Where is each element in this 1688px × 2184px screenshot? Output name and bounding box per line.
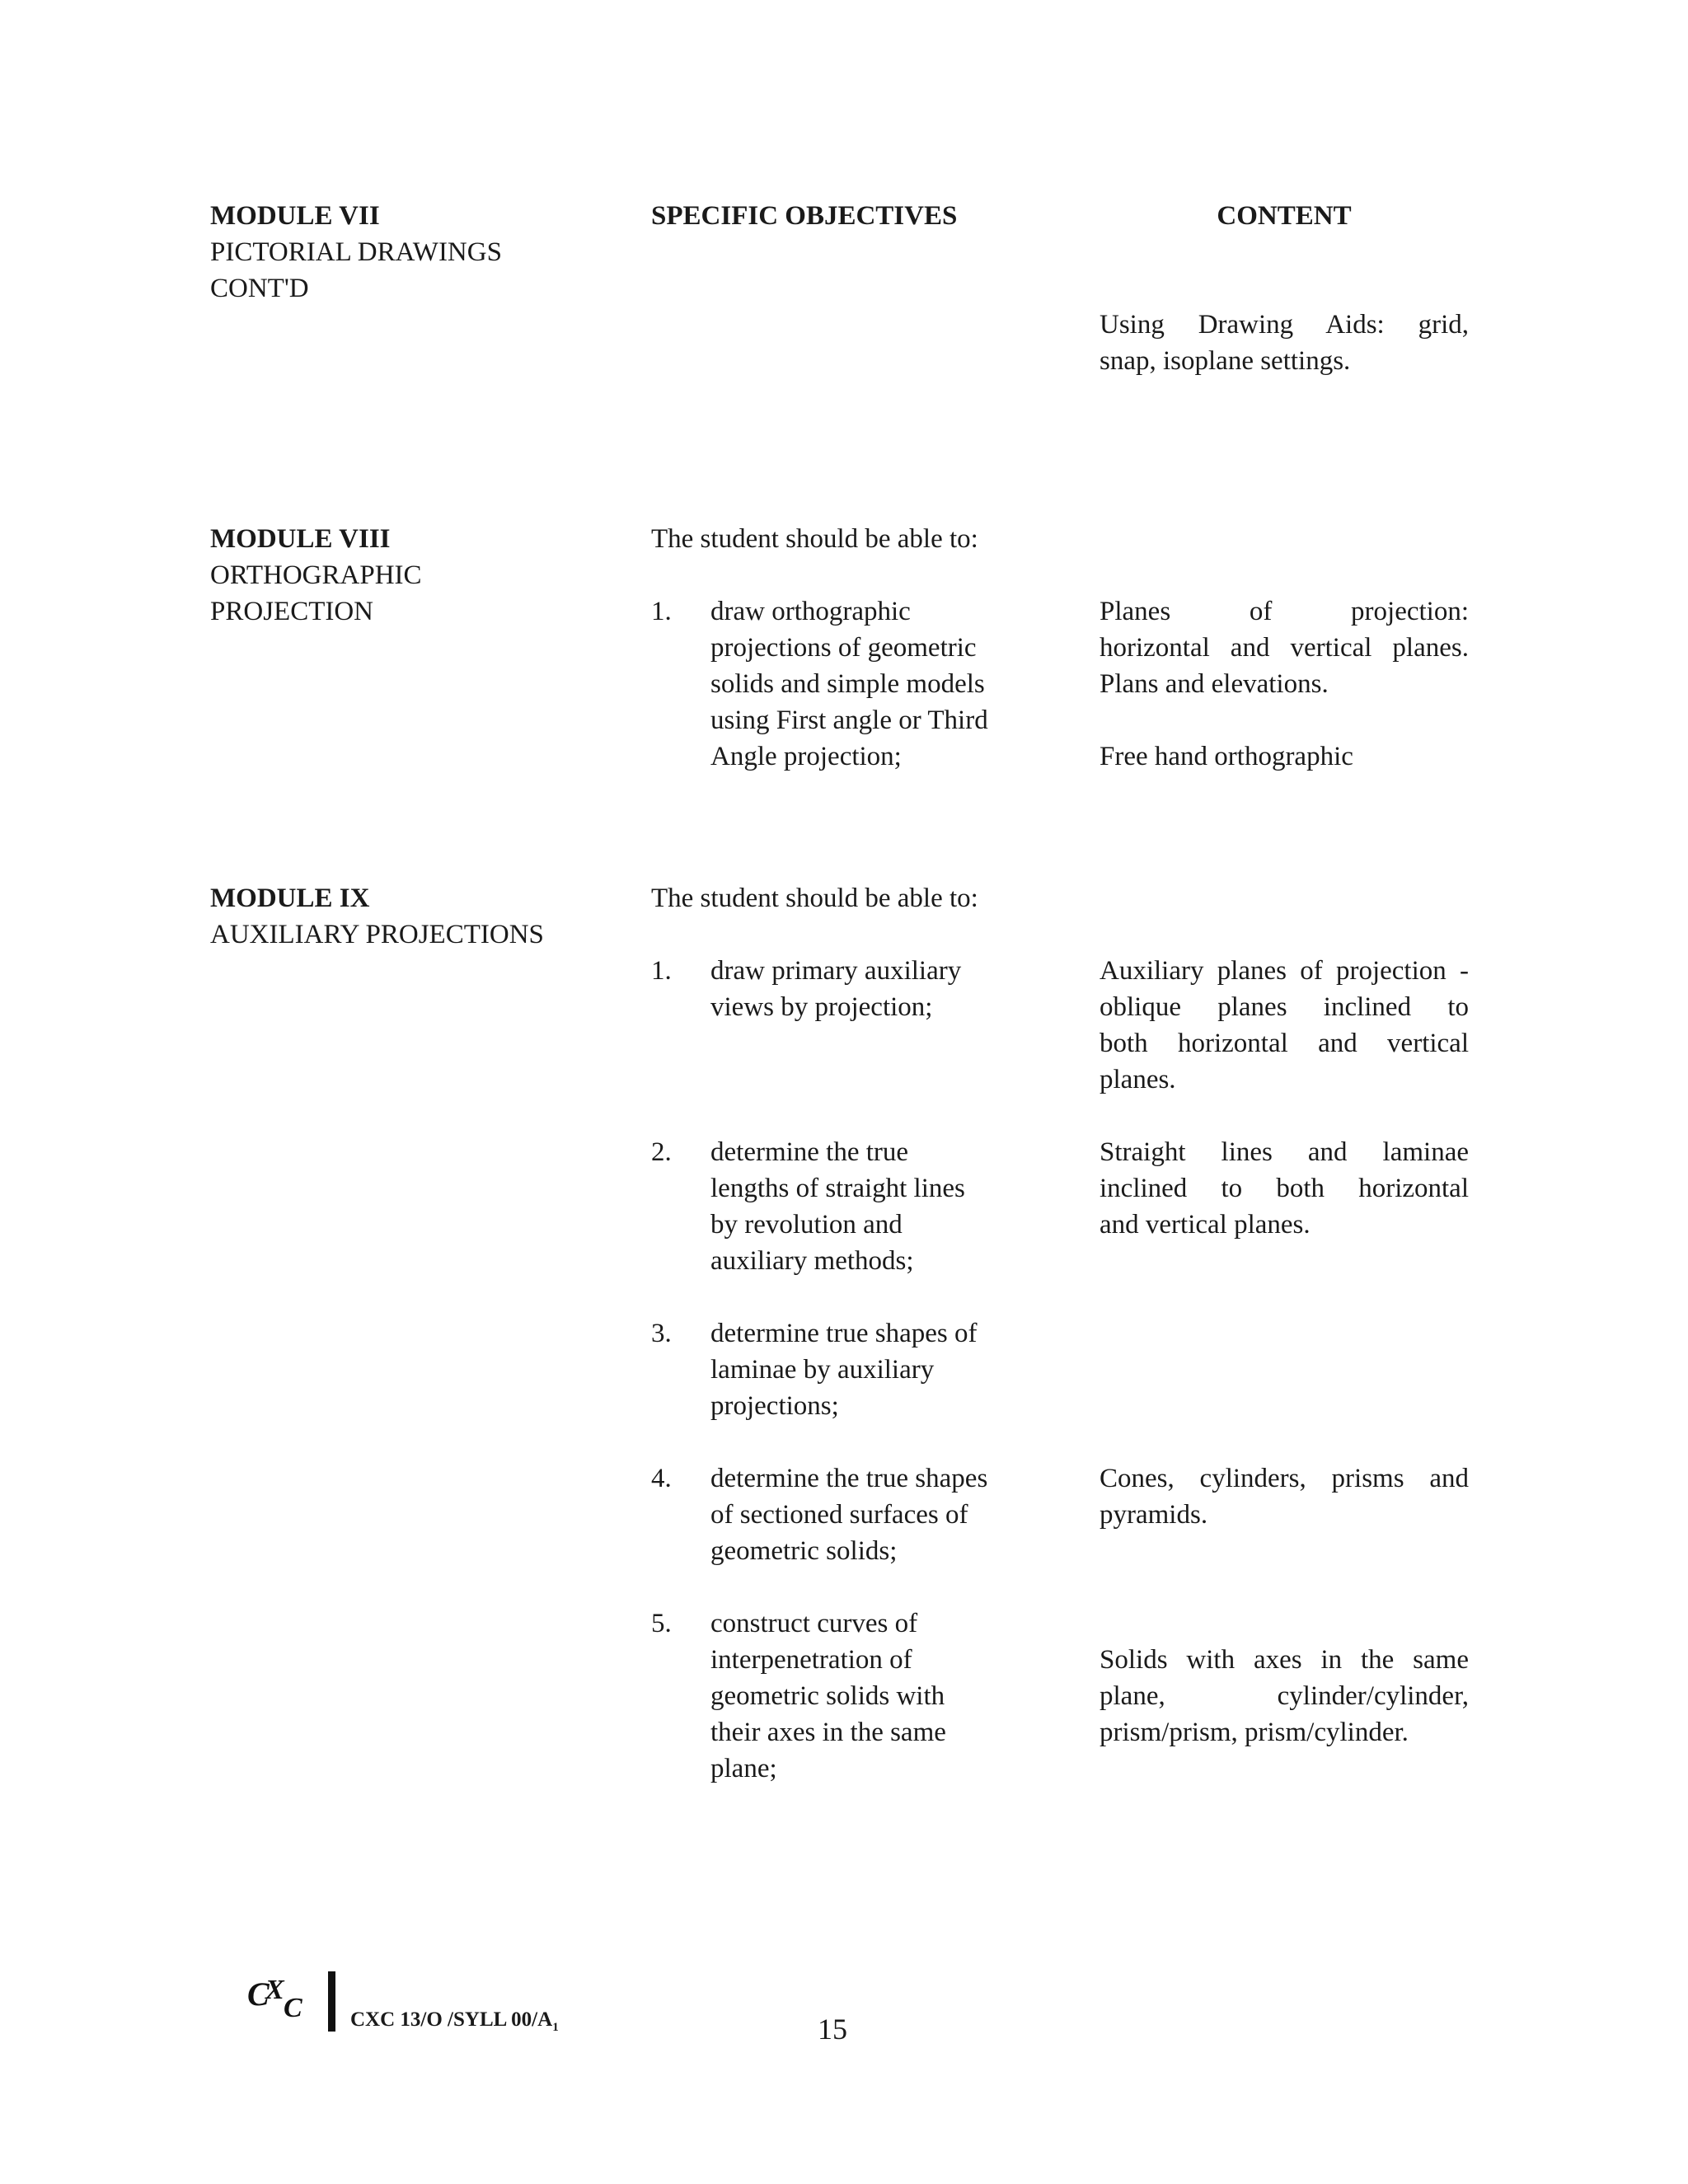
module-viii-objective-1-line-5: Angle projection;: [710, 742, 902, 771]
module-ix-objective-2-line-3: by revolution and: [710, 1210, 903, 1240]
module-ix-content-2-line-1: Straight lines and laminae: [1100, 1137, 1469, 1167]
module-viii-title-line-1: ORTHOGRAPHIC: [210, 560, 422, 590]
footer-code-text: CXC 13/O /SYLL 00/A: [350, 2008, 553, 2031]
module-vii-title-line-2: CONT'D: [210, 274, 309, 303]
footer-syllabus-code: [350, 2008, 559, 2040]
module-ix-content-2-line-2: inclined to both horizontal: [1100, 1174, 1469, 1203]
svg-text:C: C: [247, 1975, 270, 2013]
module-ix-objective-4-number: 4.: [651, 1464, 672, 1493]
module-ix-objective-5-number: 5.: [651, 1609, 672, 1638]
module-ix-objective-5-line-5: plane;: [710, 1754, 777, 1783]
module-viii-content-line-3: Plans and elevations.: [1100, 669, 1329, 699]
module-ix-title-line-1: AUXILIARY PROJECTIONS: [210, 920, 544, 949]
module-vii-content-line-2: snap, isoplane settings.: [1100, 346, 1351, 376]
page-number: 15: [818, 2013, 847, 2046]
module-ix-objective-5-line-1: construct curves of: [710, 1609, 918, 1638]
svg-text:C: C: [284, 1993, 302, 2020]
module-viii-content-line-1: Planes of projection:: [1100, 597, 1469, 626]
module-ix-content-4-line-1: Solids with axes in the same: [1100, 1645, 1469, 1675]
specific-objectives-header: SPECIFIC OBJECTIVES: [651, 201, 958, 231]
module-ix-content-2-line-3: and vertical planes.: [1100, 1210, 1311, 1240]
svg-text:X: X: [265, 1975, 284, 2005]
module-ix-objective-4-line-1: determine the true shapes: [710, 1464, 988, 1493]
module-ix-objective-5-line-2: interpenetration of: [710, 1645, 912, 1675]
module-ix-objective-3-line-1: determine true shapes of: [710, 1319, 978, 1348]
module-vii-heading: MODULE VII: [210, 201, 380, 231]
module-ix-content-1-line-1: Auxiliary planes of projection -: [1100, 956, 1469, 986]
cxc-logo-icon: [247, 1974, 315, 2020]
module-ix-content-3-line-1: Cones, cylinders, prisms and: [1100, 1464, 1469, 1493]
module-viii-content-line-2: horizontal and vertical planes.: [1100, 633, 1469, 663]
module-ix-objective-1-line-2: views by projection;: [710, 992, 933, 1022]
module-viii-objective-1-number: 1.: [651, 597, 672, 626]
module-ix-objective-3-line-2: laminae by auxiliary: [710, 1355, 935, 1385]
module-ix-content-1-line-4: planes.: [1100, 1065, 1176, 1094]
module-viii-intro: The student should be able to:: [651, 524, 978, 554]
content-header: CONTENT: [1217, 201, 1352, 231]
module-ix-objective-2-line-4: auxiliary methods;: [710, 1246, 914, 1276]
module-ix-objective-1-number: 1.: [651, 956, 672, 986]
module-ix-objective-5-line-4: their axes in the same: [710, 1718, 946, 1747]
module-ix-intro: The student should be able to:: [651, 883, 978, 913]
module-ix-objective-5-line-3: geometric solids with: [710, 1681, 945, 1711]
module-ix-objective-1-line-1: draw primary auxiliary: [710, 956, 962, 986]
module-viii-objective-1-line-4: using First angle or Third: [710, 705, 988, 735]
module-ix-objective-3-line-3: projections;: [710, 1391, 839, 1421]
module-ix-objective-3-number: 3.: [651, 1319, 672, 1348]
module-ix-content-4-line-2: plane, cylinder/cylinder,: [1100, 1681, 1469, 1711]
module-viii-objective-1-line-3: solids and simple models: [710, 669, 985, 699]
module-ix-content-1-line-2: oblique planes inclined to: [1100, 992, 1469, 1022]
module-viii-objective-1-line-1: draw orthographic: [710, 597, 911, 626]
module-vii-content-line-1: Using Drawing Aids: grid,: [1100, 310, 1469, 340]
module-ix-objective-2-number: 2.: [651, 1137, 672, 1167]
module-ix-content-1-line-3: both horizontal and vertical: [1100, 1029, 1469, 1058]
module-ix-objective-2-line-2: lengths of straight lines: [710, 1174, 965, 1203]
module-ix-heading: MODULE IX: [210, 883, 370, 913]
module-viii-content-line-5: Free hand orthographic: [1100, 742, 1353, 771]
footer-code-subscript: 1: [552, 2021, 559, 2034]
module-viii-title-line-2: PROJECTION: [210, 597, 374, 626]
module-ix-content-3-line-2: pyramids.: [1100, 1500, 1208, 1530]
module-vii-title-line-1: PICTORIAL DRAWINGS: [210, 237, 502, 267]
module-ix-objective-4-line-2: of sectioned surfaces of: [710, 1500, 968, 1530]
module-viii-objective-1-line-2: projections of geometric: [710, 633, 977, 663]
module-ix-objective-2-line-1: determine the true: [710, 1137, 909, 1167]
module-ix-content-4-line-3: prism/prism, prism/cylinder.: [1100, 1718, 1409, 1747]
module-ix-objective-4-line-3: geometric solids;: [710, 1536, 898, 1566]
footer-divider: [328, 1971, 335, 2032]
module-viii-heading: MODULE VIII: [210, 524, 391, 554]
